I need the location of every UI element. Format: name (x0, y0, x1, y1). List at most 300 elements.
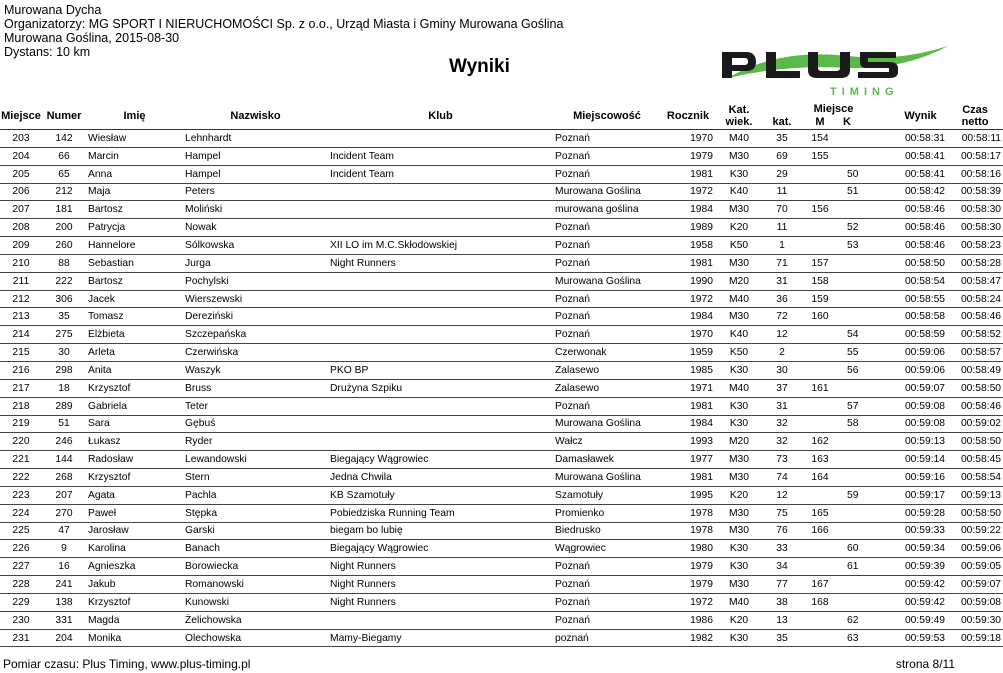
cell-city: Poznań (555, 596, 590, 608)
cell-age-cat: K30 (729, 168, 749, 180)
cell-number: 144 (55, 454, 73, 466)
age-cat-label: Kat. wiek. (725, 104, 753, 128)
cell-k-place: 62 (847, 614, 859, 626)
cell-net-time: 00:59:13 (960, 489, 1002, 501)
cell-place: 226 (12, 543, 30, 555)
cell-result: 00:58:46 (904, 239, 946, 251)
cell-m-place (801, 219, 839, 237)
cell-year: 1981 (690, 257, 713, 269)
cell-number: 241 (55, 579, 73, 591)
cell-club (328, 201, 553, 219)
cell-first-name: Monika (88, 632, 122, 644)
cell-first-name: Sara (88, 418, 110, 430)
cell-age-cat: M40 (728, 132, 750, 144)
cell-m-place (801, 540, 839, 558)
cell-first-name: Marcin (88, 150, 119, 162)
cell-place: 230 (12, 614, 30, 626)
cell-number: 298 (55, 364, 73, 376)
cell-last-name: Hampel (185, 150, 221, 162)
cell-net-time: 00:59:02 (960, 418, 1002, 430)
table-row (0, 308, 1003, 326)
cell-k-place (839, 290, 894, 308)
cell-last-name: Peters (185, 186, 215, 198)
cell-place: 203 (12, 132, 30, 144)
cell-year: 1995 (690, 489, 713, 501)
cell-club (328, 130, 553, 148)
cell-age-cat: K50 (729, 347, 749, 359)
footer-timing: Pomiar czasu: Plus Timing, www.plus-timing.pl (3, 657, 251, 671)
cell-net-time: 00:59:06 (960, 543, 1002, 555)
cell-age-cat: M30 (728, 311, 750, 323)
cell-year: 1970 (690, 329, 713, 341)
cell-cat-place: 12 (776, 489, 788, 501)
cell-place: 207 (12, 204, 30, 216)
cell-result: 00:59:42 (904, 579, 946, 591)
cell-number: 30 (58, 347, 70, 359)
cell-k-place: 59 (847, 489, 859, 501)
cell-number: 204 (55, 632, 73, 644)
cell-age-cat: M20 (728, 275, 750, 287)
cell-club: Biegający Wągrowiec (330, 543, 429, 555)
cell-last-name: Ryder (185, 436, 213, 448)
cell-result: 00:59:17 (904, 489, 946, 501)
cell-first-name: Krzysztof (88, 382, 131, 394)
cell-cat-place: 35 (776, 132, 788, 144)
col-header-place-group (763, 103, 894, 130)
cell-number: 260 (55, 239, 73, 251)
cell-place: 229 (12, 596, 30, 608)
cell-m-place: 160 (811, 311, 829, 323)
cell-k-place (839, 272, 894, 290)
cell-net-time: 00:58:54 (960, 471, 1002, 483)
cell-k-place: 50 (847, 168, 859, 180)
cell-last-name: Teter (185, 400, 208, 412)
cell-net-time: 00:59:05 (960, 561, 1002, 573)
table-row (0, 165, 1003, 183)
cell-year: 1984 (690, 311, 713, 323)
cell-number: 51 (58, 418, 70, 430)
cell-net-time: 00:58:30 (960, 222, 1002, 234)
cell-cat-place: 13 (776, 614, 788, 626)
cell-place: 217 (12, 382, 30, 394)
cell-m-place: 155 (811, 150, 829, 162)
cell-number: 275 (55, 329, 73, 341)
cell-first-name: Radosław (88, 454, 134, 466)
cell-age-cat: M40 (728, 382, 750, 394)
cell-club: Night Runners (330, 596, 396, 608)
cell-result: 00:58:42 (904, 186, 946, 198)
table-header-row (0, 103, 1003, 130)
cell-first-name: Paweł (88, 507, 117, 519)
cell-club (328, 290, 553, 308)
cell-cat-place: 30 (776, 364, 788, 376)
cell-number: 289 (55, 400, 73, 412)
cell-city: Poznań (555, 168, 590, 180)
cell-net-time: 00:58:11 (961, 132, 1002, 144)
cell-year: 1970 (690, 132, 713, 144)
col-header-age-cat (715, 103, 763, 130)
cell-club: biegam bo lubię (330, 525, 403, 537)
cell-year: 1979 (690, 561, 713, 573)
table-row (0, 219, 1003, 237)
cell-age-cat: K30 (729, 418, 749, 430)
cell-last-name: Garski (185, 525, 215, 537)
col-header-city: Miejscowość (573, 110, 641, 122)
cell-net-time: 00:59:08 (960, 596, 1002, 608)
cell-result: 00:59:42 (904, 596, 946, 608)
cell-club: Incident Team (330, 168, 394, 180)
cell-last-name: Sólkowska (185, 239, 235, 251)
table-row (0, 254, 1003, 272)
cell-city: Poznań (555, 579, 590, 591)
cell-m-place (801, 183, 839, 201)
cell-age-cat: K20 (729, 222, 749, 234)
cell-result: 00:58:41 (904, 168, 946, 180)
cell-club: KB Szamotuły (330, 489, 395, 501)
cell-place: 224 (12, 507, 30, 519)
cell-number: 270 (55, 507, 73, 519)
cell-k-place: 52 (847, 222, 859, 234)
cell-last-name: Gębuś (185, 418, 216, 430)
cell-city: Poznań (555, 222, 590, 234)
cell-k-place: 58 (847, 418, 859, 430)
cell-place: 227 (12, 561, 30, 573)
cell-cat-place: 37 (776, 382, 788, 394)
col-header-net-time: Czas netto (961, 104, 989, 128)
cell-net-time: 00:58:49 (960, 364, 1002, 376)
cell-net-time: 00:58:52 (960, 329, 1002, 341)
event-name: Murowana Dycha (4, 3, 102, 17)
cell-cat-place: 32 (776, 436, 788, 448)
cell-number: 138 (55, 596, 73, 608)
cell-result: 00:59:14 (904, 454, 946, 466)
table-row (0, 290, 1003, 308)
cell-year: 1984 (690, 204, 713, 216)
cell-year: 1979 (690, 579, 713, 591)
cell-number: 66 (58, 150, 70, 162)
cell-place: 222 (12, 471, 30, 483)
cell-place: 212 (12, 293, 30, 305)
cell-result: 00:59:53 (904, 632, 946, 644)
col-header-last-name: Nazwisko (230, 110, 281, 122)
cell-city: Wałcz (555, 436, 583, 448)
table-row (0, 558, 1003, 576)
cell-cat-place: 11 (776, 222, 788, 234)
col-header-cat-place: kat. (772, 116, 792, 128)
table-row (0, 147, 1003, 165)
cell-age-cat: K30 (729, 364, 749, 376)
cell-club: Night Runners (330, 257, 396, 269)
cell-club (328, 183, 553, 201)
cell-year: 1979 (690, 150, 713, 162)
cell-first-name: Elżbieta (88, 329, 125, 341)
cell-club: Night Runners (330, 579, 396, 591)
cell-m-place (801, 165, 839, 183)
table-row (0, 344, 1003, 362)
cell-net-time: 00:58:50 (960, 382, 1002, 394)
cell-m-place: 158 (811, 275, 829, 287)
cell-number: 246 (55, 436, 73, 448)
cell-k-place (839, 504, 894, 522)
page-title: Wyniki (449, 56, 510, 77)
cell-first-name: Łukasz (88, 436, 121, 448)
cell-age-cat: M40 (728, 596, 750, 608)
cell-number: 47 (58, 525, 70, 537)
col-header-first-name: Imię (123, 110, 146, 122)
table-row (0, 397, 1003, 415)
cell-m-place (801, 611, 839, 629)
footer-page-number: strona 8/11 (895, 657, 955, 671)
cell-age-cat: M40 (728, 293, 750, 305)
cell-k-place: 51 (847, 186, 859, 198)
cell-city: Poznań (555, 150, 590, 162)
cell-first-name: Magda (88, 614, 120, 626)
cell-m-place: 168 (811, 596, 829, 608)
plus-timing-logo (708, 38, 954, 100)
cell-city: Poznań (555, 293, 590, 305)
cell-m-place: 163 (811, 454, 829, 466)
cell-result: 00:58:31 (904, 132, 946, 144)
cell-place: 208 (12, 222, 30, 234)
cell-cat-place: 76 (776, 525, 788, 537)
cell-year: 1982 (690, 632, 713, 644)
cell-city: Poznań (555, 311, 590, 323)
cell-age-cat: M30 (728, 579, 750, 591)
cell-first-name: Bartosz (88, 275, 123, 287)
cell-k-place (839, 469, 894, 487)
results-table (0, 103, 1003, 647)
cell-last-name: Dereziński (185, 311, 234, 323)
cell-number: 212 (55, 186, 73, 198)
table-row (0, 415, 1003, 433)
cell-k-place (839, 308, 894, 326)
table-row (0, 130, 1003, 148)
cell-k-place: 54 (847, 329, 859, 341)
cell-city: Murowana Goślina (555, 418, 641, 430)
cell-cat-place: 73 (776, 454, 788, 466)
cell-year: 1986 (690, 614, 713, 626)
cell-year: 1984 (690, 418, 713, 430)
cell-age-cat: M30 (728, 507, 750, 519)
col-header-place: Miejsce (1, 110, 41, 122)
cell-cat-place: 74 (776, 471, 788, 483)
cell-city: Poznań (555, 400, 590, 412)
cell-cat-place: 75 (776, 507, 788, 519)
cell-k-place: 53 (847, 239, 859, 251)
cell-city: Murowana Goślina (555, 275, 641, 287)
cell-result: 00:59:08 (904, 418, 946, 430)
cell-last-name: Olechowska (185, 632, 242, 644)
cell-cat-place: 1 (779, 239, 785, 251)
cell-age-cat: M30 (728, 204, 750, 216)
cell-age-cat: K30 (729, 632, 749, 644)
cell-last-name: Waszyk (185, 364, 221, 376)
cell-place: 214 (12, 329, 30, 341)
cell-first-name: Gabriela (88, 400, 127, 412)
cell-net-time: 00:58:28 (960, 257, 1002, 269)
cell-last-name: Szczepańska (185, 329, 247, 341)
cell-first-name: Agnieszka (88, 561, 136, 573)
cell-result: 00:59:13 (904, 436, 946, 448)
cell-city: Murowana Goślina (555, 471, 641, 483)
logo-letters (722, 52, 898, 78)
table-row (0, 576, 1003, 594)
cell-club (328, 611, 553, 629)
cell-last-name: Moliński (185, 204, 223, 216)
cell-m-place: 166 (811, 525, 829, 537)
table-row (0, 629, 1003, 647)
cell-last-name: Kunowski (185, 596, 230, 608)
cell-last-name: Stępka (185, 507, 218, 519)
cell-city: Poznań (555, 239, 590, 251)
cell-net-time: 00:58:30 (960, 204, 1002, 216)
cell-net-time: 00:59:07 (960, 579, 1002, 591)
cell-last-name: Lehnhardt (185, 132, 232, 144)
cell-result: 00:59:49 (904, 614, 946, 626)
cell-result: 00:58:54 (904, 275, 946, 287)
cell-city: Damasławek (555, 454, 614, 466)
cell-last-name: Wierszewski (185, 293, 243, 305)
cell-age-cat: M30 (728, 454, 750, 466)
cell-age-cat: M20 (728, 436, 750, 448)
cell-number: 18 (58, 382, 70, 394)
cell-age-cat: M30 (728, 525, 750, 537)
col-header-m: M (815, 116, 825, 128)
cell-k-place (839, 130, 894, 148)
cell-result: 00:58:46 (904, 204, 946, 216)
cell-result: 00:58:55 (904, 293, 946, 305)
cell-result: 00:59:16 (904, 471, 946, 483)
cell-place: 221 (12, 454, 30, 466)
cell-cat-place: 31 (776, 275, 788, 287)
cell-last-name: Romanowski (185, 579, 244, 591)
table-row (0, 379, 1003, 397)
cell-result: 00:58:59 (904, 329, 946, 341)
cell-city: Poznań (555, 561, 590, 573)
cell-result: 00:59:08 (904, 400, 946, 412)
cell-place: 209 (12, 239, 30, 251)
cell-age-cat: K30 (729, 400, 749, 412)
cell-result: 00:59:28 (904, 507, 946, 519)
cell-number: 207 (55, 489, 73, 501)
cell-number: 306 (55, 293, 73, 305)
cell-m-place (801, 344, 839, 362)
cell-net-time: 00:58:46 (960, 311, 1002, 323)
cell-m-place: 165 (811, 507, 829, 519)
cell-year: 1981 (690, 168, 713, 180)
cell-k-place (839, 451, 894, 469)
cell-place: 218 (12, 400, 30, 412)
cell-first-name: Krzysztof (88, 596, 131, 608)
cell-place: 215 (12, 347, 30, 359)
cell-result: 00:58:58 (904, 311, 946, 323)
cell-age-cat: K20 (729, 614, 749, 626)
cell-place: 210 (12, 257, 30, 269)
cell-city: Wągrowiec (555, 543, 606, 555)
cell-k-place (839, 201, 894, 219)
cell-k-place: 56 (847, 364, 859, 376)
cell-year: 1959 (690, 347, 713, 359)
cell-place: 216 (12, 364, 30, 376)
cell-club (328, 308, 553, 326)
cell-result: 00:59:07 (904, 382, 946, 394)
cell-net-time: 00:59:18 (960, 632, 1002, 644)
cell-club (328, 433, 553, 451)
place-group-title: Miejsce (813, 103, 854, 115)
cell-number: 200 (55, 222, 73, 234)
cell-city: Promienko (555, 507, 605, 519)
cell-last-name: Pochylski (185, 275, 229, 287)
cell-club (328, 219, 553, 237)
cell-number: 9 (61, 543, 67, 555)
cell-net-time: 00:58:47 (960, 275, 1002, 287)
table-row (0, 272, 1003, 290)
col-header-number: Numer (46, 110, 82, 122)
cell-age-cat: M30 (728, 471, 750, 483)
table-row (0, 433, 1003, 451)
cell-place: 231 (12, 632, 30, 644)
cell-age-cat: M30 (728, 257, 750, 269)
cell-net-time: 00:58:57 (960, 347, 1002, 359)
cell-result: 00:58:41 (904, 150, 946, 162)
cell-m-place (801, 486, 839, 504)
cell-cat-place: 70 (776, 204, 788, 216)
cell-net-time: 00:59:22 (960, 525, 1002, 537)
cell-net-time: 00:58:16 (960, 168, 1002, 180)
cell-k-place (839, 379, 894, 397)
cell-net-time: 00:58:45 (960, 454, 1002, 466)
cell-city: Zalasewo (555, 364, 600, 376)
cell-number: 222 (55, 275, 73, 287)
cell-year: 1958 (690, 239, 713, 251)
cell-year: 1981 (690, 400, 713, 412)
cell-year: 1990 (690, 275, 713, 287)
cell-year: 1972 (690, 293, 713, 305)
cell-first-name: Krzysztof (88, 471, 131, 483)
cell-cat-place: 2 (779, 347, 785, 359)
cell-club: Biegający Wągrowiec (330, 454, 429, 466)
table-row (0, 486, 1003, 504)
cell-cat-place: 38 (776, 596, 788, 608)
table-row (0, 451, 1003, 469)
cell-year: 1972 (690, 596, 713, 608)
table-row (0, 183, 1003, 201)
cell-k-place (839, 522, 894, 540)
cell-club: XII LO im M.C.Skłodowskiej (330, 239, 458, 251)
place-date: Murowana Goślina, 2015-08-30 (4, 31, 180, 45)
cell-place: 204 (12, 150, 30, 162)
cell-first-name: Jacek (88, 293, 115, 305)
cell-m-place (801, 237, 839, 255)
cell-year: 1993 (690, 436, 713, 448)
cell-result: 00:58:50 (904, 257, 946, 269)
cell-result: 00:59:34 (904, 543, 946, 555)
cell-last-name: Nowak (185, 222, 217, 234)
cell-city: Zalasewo (555, 382, 600, 394)
table-row (0, 201, 1003, 219)
col-header-year: Rocznik (666, 110, 710, 122)
cell-number: 268 (55, 471, 73, 483)
cell-net-time: 00:58:39 (960, 186, 1002, 198)
col-header-result: Wynik (904, 110, 937, 122)
cell-cat-place: 72 (776, 311, 788, 323)
cell-city: poznań (555, 632, 589, 644)
cell-cat-place: 33 (776, 543, 788, 555)
cell-m-place (801, 415, 839, 433)
cell-m-place (801, 397, 839, 415)
cell-age-cat: K30 (729, 561, 749, 573)
cell-cat-place: 34 (776, 561, 788, 573)
